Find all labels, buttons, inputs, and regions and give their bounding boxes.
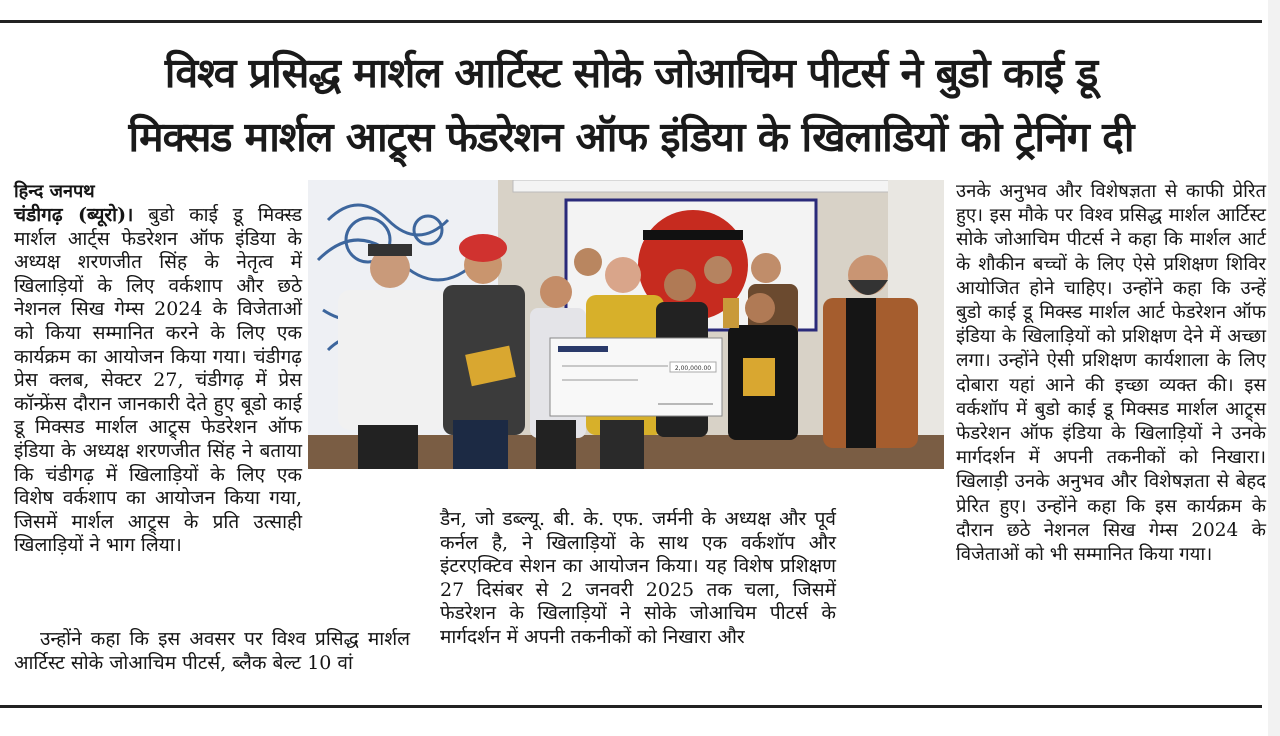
headline-line-1: विश्व प्रसिद्ध मार्शल आर्टिस्ट सोके जोआचिम पीटर्स ने बुडो काई डू [164, 49, 1098, 97]
news-photo [308, 180, 944, 469]
group-photo-illustration [308, 180, 944, 469]
cheque-amount: 2,00,000.00 [674, 365, 712, 372]
col2-paragraph-1: डैन, जो डब्ल्यू. बी. के. एफ. जर्मनी के अध्यक्ष और पूर्व कर्नल है, ने खिलाड़ियों के साथ एक वर्कशॉप और इंटरएक्टिव सेशन का आयोजन किया। यह विशेष प्रशिक्षण 27 दिसंबर से 2 जनवरी 2025 तक चला, जिसमें फेडरेशन के खिलाड़ियों ने सोके जोआचिम पीटर्स के मार्गदर्शन में अपनी तकनीकों को निखारा और [440, 508, 836, 648]
col1-paragraph-2: उन्होंने कहा कि इस अवसर पर विश्व प्रसिद्ध मार्शल आर्टिस्ट सोके जोआचिम पीटर्स, ब्लैक बेल्ट 10 वां [14, 628, 410, 674]
article-column-3 [956, 180, 1266, 567]
headline-line-2: मिक्सड मार्शल आट्र्स फेडरेशन ऑफ इंडिया के खिलाडियों को ट्रेनिंग दी [128, 113, 1134, 161]
article-column-2 [440, 508, 836, 650]
col1-p1-text: बुडो काई डू मिक्स्ड मार्शल आर्ट्स फेडरेशन ऑफ इंडिया के अध्यक्ष शरणजीत सिंह के नेतृत्व में खिलाड़ियों के लिए वर्कशाप और छठे नेशनल सिख गेम्स 2024 के विजेताओं को किया सम्मानित करने के लिए एक कार्यक्रम का आयोजन किया गया। चंडीगढ़ प्रेस क्लब, सेक्टर 27, चंडीगढ़ में प्रेस कॉन्फ्रेंस दौरान जानकारी देते हुए बूडो काई डू मिक्सड मार्शल आट्र्स फेडरेशन ऑफ इंडिया के अध्यक्ष शरणजीत सिंह ने बताया कि चंडीगढ़ में खिलाड़ियों के लिए एक विशेष वर्कशाप का आयोजन किया गया, जिसमें मार्शल आट्र्स के प्रति उत्साही खिलाड़ियों ने भाग लिया। [14, 204, 302, 557]
dateline: चंडीगढ़ (ब्यूरो)। [14, 204, 134, 226]
top-rule [0, 20, 1262, 23]
scrollbar[interactable] [1268, 0, 1280, 736]
article-column-1 [14, 180, 302, 558]
bottom-rule [0, 705, 1262, 708]
col1-paragraph-1 [14, 204, 302, 558]
col3-paragraph-1: उनके अनुभव और विशेषज्ञता से काफी प्रेरित हुए। इस मौके पर विश्व प्रसिद्ध मार्शल आर्टिस्ट सोके जोआचिम पीटर्स ने कहा कि मार्शल आर्ट के शौकीन बच्चों के लिए ऐसे प्रशिक्षण शिविर आयोजित होने चाहिए। उन्होंने कहा कि उन्हें बुडो काई डू मिक्स्ड मार्शल आर्ट फेडरेशन ऑफ इंडिया के खिलाड़ियों को प्रशिक्षण देने में अच्छा लगा। उन्होंने ऐसी प्रशिक्षण कार्यशाला के लिए दोबारा यहां आने की इच्छा व्यक्त की। इस वर्कशॉप में बुडो काई डू मिक्सड मार्शल आट्र्स फेडरेशन ऑफ इंडिया के खिलाड़ियों ने उनके मार्गदर्शन में अपनी तकनीकों को निखारा। खिलाड़ी उनके अनुभव और विशेषज्ञता से बेहद प्रेरित हुए। उन्होंने कहा कि इस कार्यक्रम के दौरान छठे नेशनल सिख गेम्स 2024 के विजेताओं को भी सम्मानित किया गया। [956, 181, 1266, 566]
article-column-1-lower [14, 628, 410, 675]
source-label: हिन्द जनपथ [14, 181, 95, 202]
